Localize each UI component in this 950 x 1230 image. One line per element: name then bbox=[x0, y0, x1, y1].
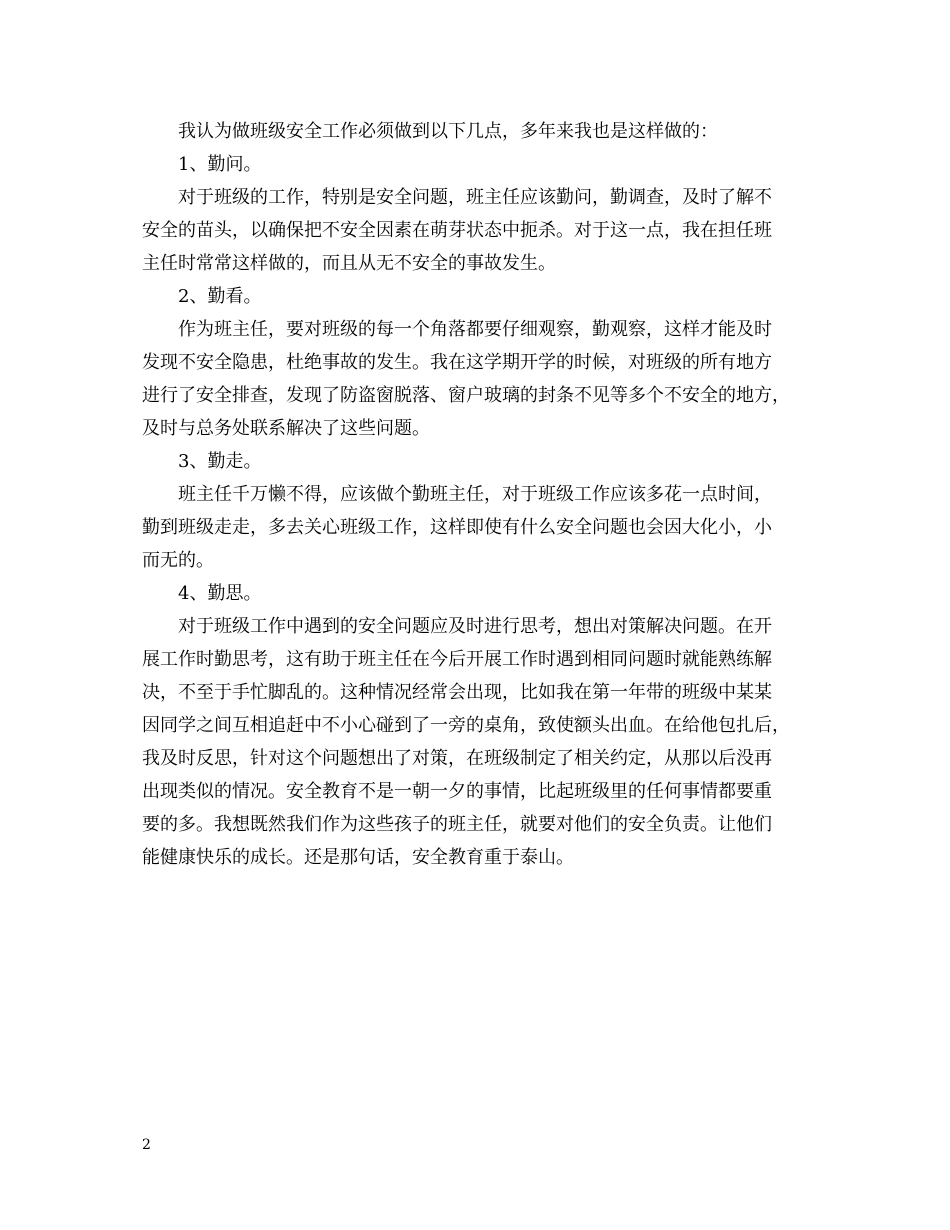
text-line: 对于班级工作中遇到的安全问题应及时进行思考，想出对策解决问题。在开 bbox=[178, 616, 772, 637]
text-line: 进行了安全排查，发现了防盗窗脱落、窗户玻璃的封条不见等多个不安全的地方， bbox=[142, 385, 790, 406]
text-line: 安全的苗头，以确保把不安全因素在萌芽状态中扼杀。对于这一点，我在担任班 bbox=[142, 220, 772, 241]
text-line: 我及时反思，针对这个问题想出了对策，在班级制定了相关约定，从那以后没再 bbox=[142, 748, 772, 769]
text-line: 因同学之间互相追赶中不小心碰到了一旁的桌角，致使额头出血。在给他包扎后， bbox=[142, 715, 790, 736]
text-line: 作为班主任，要对班级的每一个角落都要仔细观察，勤观察，这样才能及时 bbox=[178, 319, 772, 340]
document-body bbox=[142, 115, 822, 874]
text-line: 而无的。 bbox=[142, 550, 214, 571]
text-line: 决，不至于手忙脚乱的。这种情况经常会出现，比如我在第一年带的班级中某某 bbox=[142, 682, 772, 703]
text-line: 发现不安全隐患，杜绝事故的发生。我在这学期开学的时候，对班级的所有地方 bbox=[142, 352, 772, 373]
text-line: 展工作时勤思考，这有助于班主任在今后开展工作时遇到相同问题时就能熟练解 bbox=[142, 649, 772, 670]
text-line: 1、勤问。 bbox=[178, 154, 262, 175]
text-line: 3、勤走。 bbox=[178, 451, 262, 472]
text-line: 勤到班级走走，多去关心班级工作，这样即使有什么安全问题也会因大化小，小 bbox=[142, 517, 772, 538]
text-line: 我认为做班级安全工作必须做到以下几点，多年来我也是这样做的： bbox=[178, 121, 718, 142]
text-line: 对于班级的工作，特别是安全问题，班主任应该勤问，勤调查，及时了解不 bbox=[178, 187, 772, 208]
page-number: 2 bbox=[142, 1137, 151, 1153]
text-line: 及时与总务处联系解决了这些问题。 bbox=[142, 418, 430, 439]
text-line: 出现类似的情况。安全教育不是一朝一夕的事情，比起班级里的任何事情都要重 bbox=[142, 781, 772, 802]
text-line: 能健康快乐的成长。还是那句话，安全教育重于泰山。 bbox=[142, 847, 574, 868]
text-line: 2、勤看。 bbox=[178, 286, 262, 307]
text-line: 4、勤思。 bbox=[178, 583, 262, 604]
text-line: 主任时常常这样做的，而且从无不安全的事故发生。 bbox=[142, 253, 556, 274]
text-line: 班主任千万懒不得，应该做个勤班主任，对于班级工作应该多花一点时间， bbox=[178, 484, 772, 505]
text-line: 要的多。我想既然我们作为这些孩子的班主任，就要对他们的安全负责。让他们 bbox=[142, 814, 772, 835]
